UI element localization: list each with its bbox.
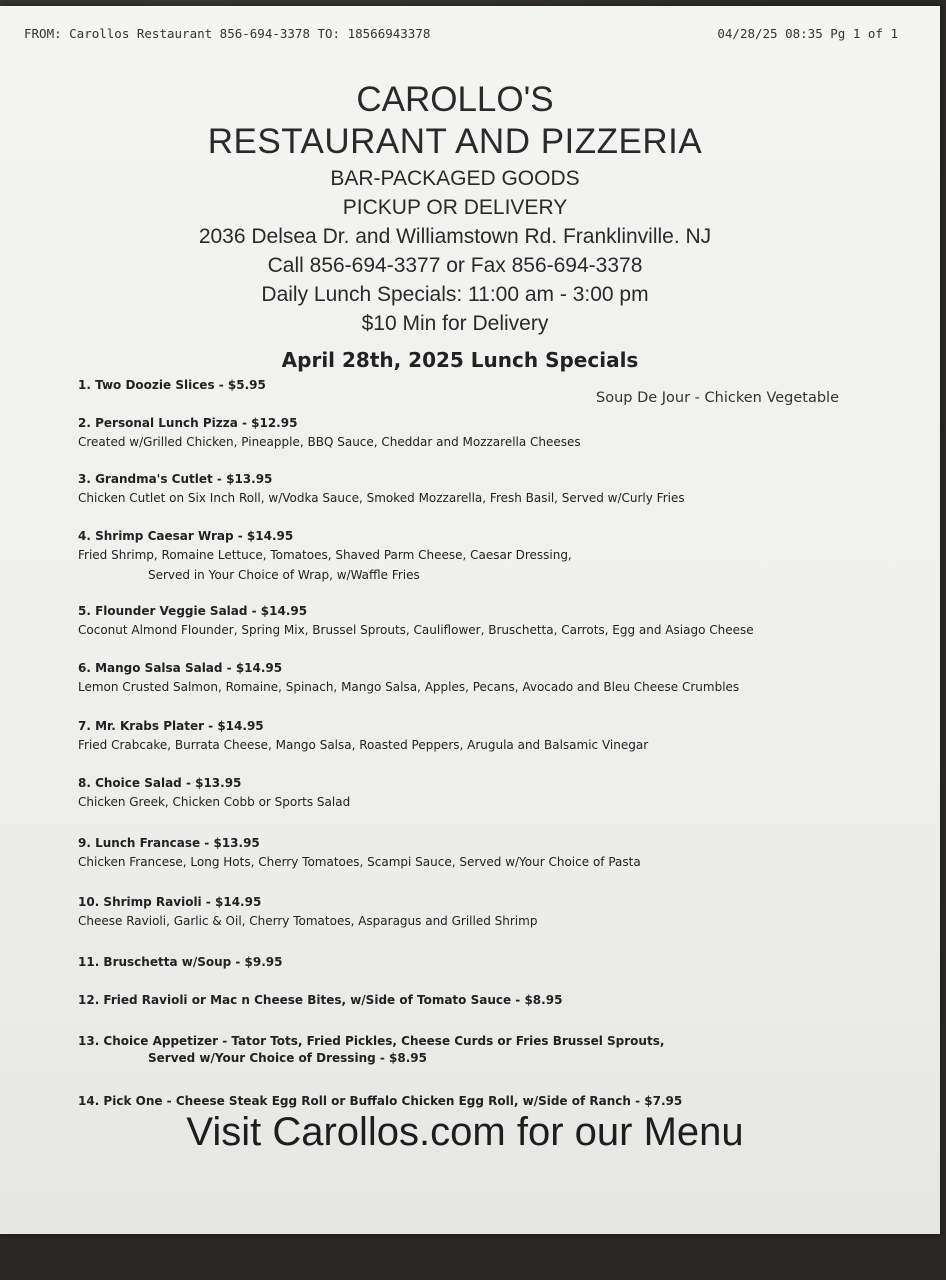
item-title: 8. Choice Salad - $13.95: [78, 776, 242, 790]
list-item: [78, 603, 878, 640]
list-item: [78, 992, 878, 1009]
item-title: 12. Fried Ravioli or Mac n Cheese Bites, w/Side of Tomato Sauce - $8.95: [78, 993, 563, 1007]
item-title: 9. Lunch Francase - $13.95: [78, 836, 260, 850]
list-item: [78, 1033, 878, 1067]
item-description: Chicken Cutlet on Six Inch Roll, w/Vodka Sauce, Smoked Mozzarella, Fresh Basil, Served w/Curly Fries: [78, 491, 685, 505]
item-description: Fried Shrimp, Romaine Lettuce, Tomatoes, Shaved Parm Cheese, Caesar Dressing,: [78, 548, 572, 562]
list-item: [78, 660, 878, 697]
item-description: Chicken Greek, Chicken Cobb or Sports Salad: [78, 795, 351, 809]
restaurant-subtitle: RESTAURANT AND PIZZERIA: [207, 122, 703, 161]
list-item: [78, 894, 878, 931]
specials-title: April 28th, 2025 Lunch Specials: [281, 348, 639, 372]
item-description: Cheese Ravioli, Garlic & Oil, Cherry Tomatoes, Asparagus and Grilled Shrimp: [78, 914, 538, 928]
fax-header: [24, 26, 898, 46]
item-title: 4. Shrimp Caesar Wrap - $14.95: [78, 529, 294, 543]
item-title: 7. Mr. Krabs Plater - $14.95: [78, 719, 264, 733]
list-item: [78, 415, 878, 452]
item-description: Fried Crabcake, Burrata Cheese, Mango Salsa, Roasted Peppers, Arugula and Balsamic Vinegar: [78, 738, 649, 752]
item-description-continued: Served in Your Choice of Wrap, w/Waffle Fries: [148, 568, 420, 582]
website-footer: Visit Carollos.com for our Menu: [186, 1110, 744, 1154]
list-item: [78, 775, 878, 812]
services-line-1: BAR-PACKAGED GOODS: [330, 167, 580, 190]
item-title: 11. Bruschetta w/Soup - $9.95: [78, 955, 283, 969]
delivery-minimum: $10 Min for Delivery: [361, 312, 549, 335]
restaurant-heading: [0, 80, 910, 338]
fax-page: [0, 6, 940, 1234]
item-title: 10. Shrimp Ravioli - $14.95: [78, 895, 262, 909]
fax-date-page: 04/28/25 08:35 Pg 1 of 1: [717, 26, 898, 41]
soup-of-the-day: Soup De Jour - Chicken Vegetable: [596, 390, 840, 406]
fax-from-line: FROM: Carollos Restaurant 856-694-3378 TO: 18566943378: [24, 26, 431, 41]
item-title: 5. Flounder Veggie Salad - $14.95: [78, 604, 308, 618]
item-description: Coconut Almond Flounder, Spring Mix, Brussel Sprouts, Cauliflower, Bruschetta, Carrots, Egg and Asiago Cheese: [78, 623, 754, 637]
services-line-2: PICKUP OR DELIVERY: [342, 196, 568, 219]
restaurant-name: CAROLLO'S: [356, 80, 554, 119]
item-description: Created w/Grilled Chicken, Pineapple, BBQ Sauce, Cheddar and Mozzarella Cheeses: [78, 435, 581, 449]
lunch-hours: Daily Lunch Specials: 11:00 am - 3:00 pm: [261, 283, 649, 306]
item-title: 1. Two Doozie Slices - $5.95: [78, 378, 266, 392]
list-item: [78, 1093, 878, 1110]
list-item: [78, 528, 878, 585]
list-item: [78, 835, 878, 872]
list-item: [78, 954, 878, 971]
restaurant-address: 2036 Delsea Dr. and Williamstown Rd. Franklinville. NJ: [198, 225, 712, 248]
item-title: 2. Personal Lunch Pizza - $12.95: [78, 416, 298, 430]
restaurant-phone: Call 856-694-3377 or Fax 856-694-3378: [267, 254, 643, 277]
item-title: 6. Mango Salsa Salad - $14.95: [78, 661, 283, 675]
item-description: Lemon Crusted Salmon, Romaine, Spinach, Mango Salsa, Apples, Pecans, Avocado and Bleu Cheese Crumbles: [78, 680, 740, 694]
list-item: [78, 377, 878, 394]
item-title-continued: Served w/Your Choice of Dressing - $8.95: [148, 1051, 427, 1065]
list-item: [78, 718, 878, 755]
list-item: [78, 471, 878, 508]
item-title: 13. Choice Appetizer - Tator Tots, Fried Pickles, Cheese Curds or Fries Brussel Sprouts,: [78, 1034, 665, 1048]
item-title: 3. Grandma's Cutlet - $13.95: [78, 472, 273, 486]
item-title: 14. Pick One - Cheese Steak Egg Roll or Buffalo Chicken Egg Roll, w/Side of Ranch - $7.95: [78, 1094, 683, 1108]
item-description: Chicken Francese, Long Hots, Cherry Tomatoes, Scampi Sauce, Served w/Your Choice of Pasta: [78, 855, 641, 869]
